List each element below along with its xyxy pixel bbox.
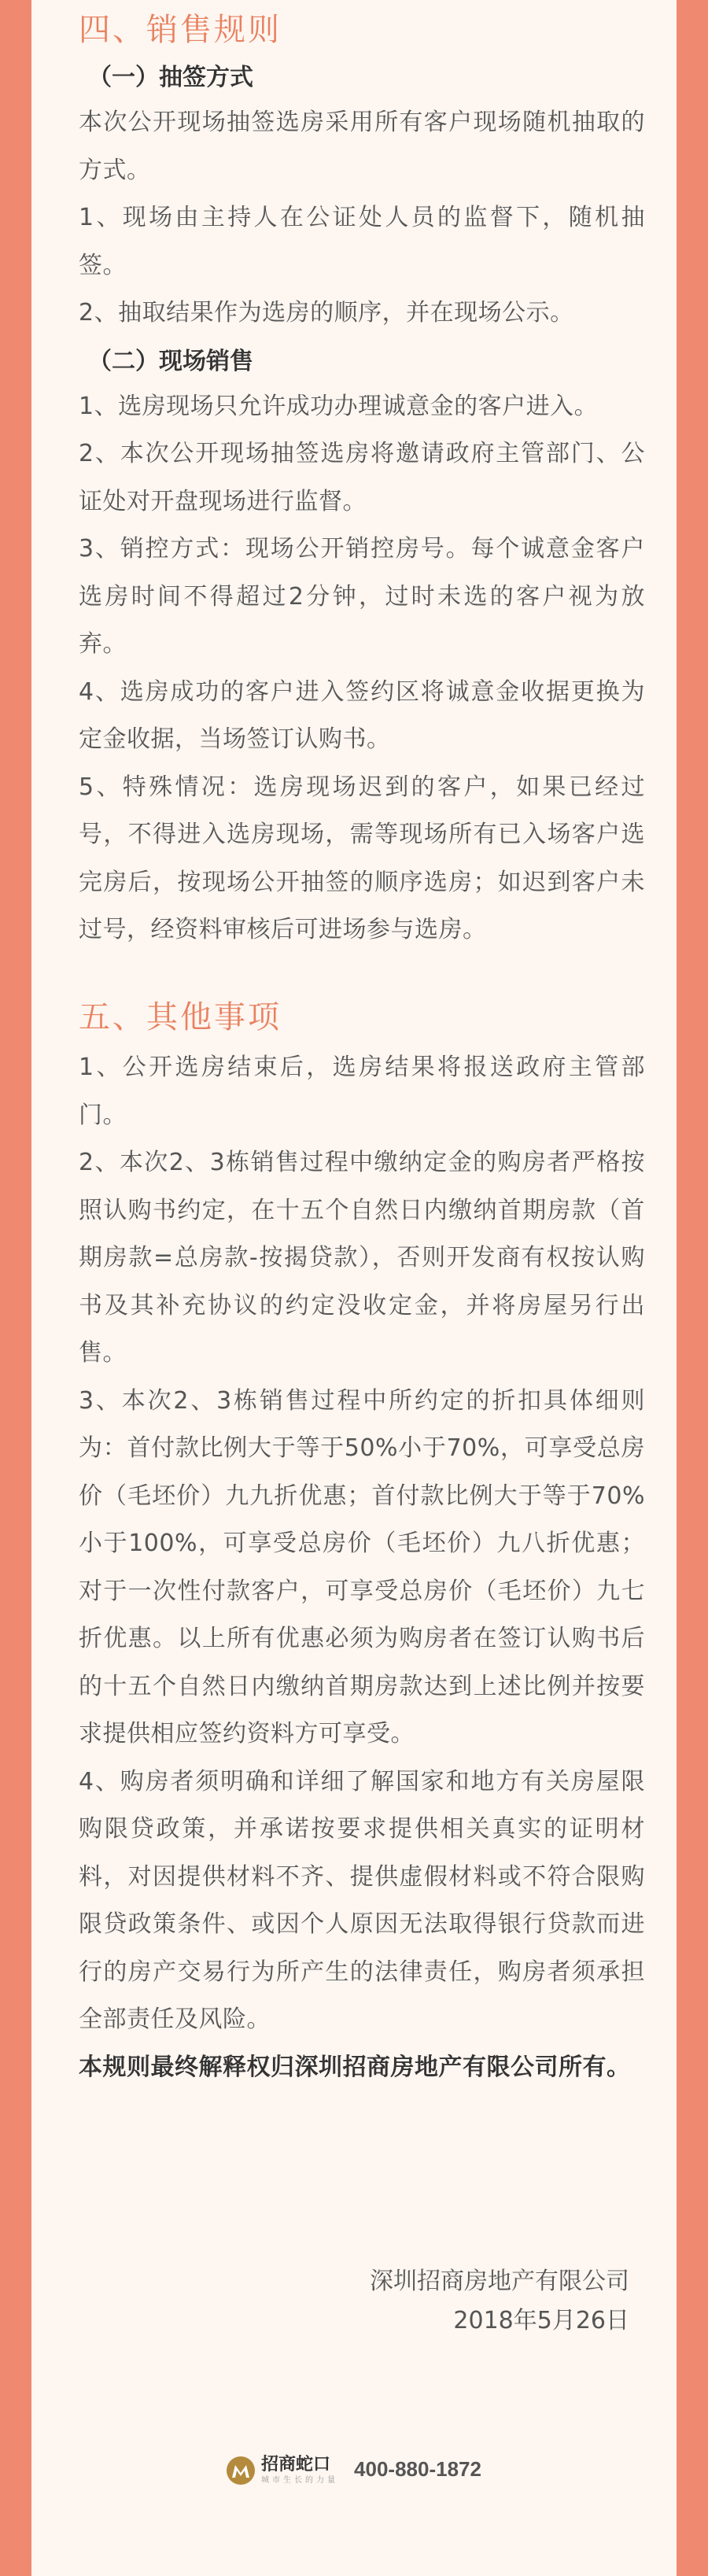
subsection-title-lottery: （一）抽签方式 bbox=[88, 64, 253, 91]
signature-block bbox=[79, 2262, 645, 2341]
subsection-title-onsite-sales: （二）现场销售 bbox=[88, 347, 253, 375]
paragraph: 本次公开现场抽签选房采用所有客户现场随机抽取的方式。 bbox=[79, 109, 645, 184]
section-title: 五、其他事项 bbox=[79, 999, 282, 1035]
section-other-matters bbox=[79, 995, 645, 2091]
paragraph: 3、销控方式：现场公开销控房号。每个诚意金客户选房时间不得超过2分钟，过时未选的客户视为放弃。 bbox=[79, 535, 645, 658]
brand-name: 招商蛇口 bbox=[261, 2455, 331, 2475]
paragraph: 5、特殊情况：选房现场迟到的客户，如果已经过号，不得进入选房现场，需等现场所有已入场客户选完房后，按现场公开抽签的顺序选房；如迟到客户未过号，经资料审核后可进场参与选房。 bbox=[79, 773, 645, 943]
paragraph: 1、现场由主持人在公证处人员的监督下，随机抽签。 bbox=[79, 204, 645, 279]
brand-logo bbox=[227, 2455, 338, 2486]
section-title: 四、销售规则 bbox=[79, 12, 282, 48]
footer bbox=[31, 2455, 677, 2486]
paragraph: 4、购房者须明确和详细了解国家和地方有关房屋限购限贷政策，并承诺按要求提供相关真实的证明材料，对因提供材料不齐、提供虚假材料或不符合限购限贷政策条件、或因个人原因无法取得银行贷款而进行的房产交易行为所产生的法律责任，购房者须承担全部责任及风险。 bbox=[79, 1767, 645, 2033]
section-sales-rules bbox=[79, 8, 645, 954]
paragraph: 1、选房现场只允许成功办理诚意金的客户进入。 bbox=[79, 392, 599, 420]
paragraph: 4、选房成功的客户进入签约区将诚意金收据更换为定金收据，当场签订认购书。 bbox=[79, 677, 645, 753]
hotline-number: 400-880-1872 bbox=[354, 2457, 481, 2481]
paragraph: 3、本次2、3栋销售过程中所约定的折扣具体细则为：首付款比例大于等于50%小于70%，可享受总房价（毛坯价）九九折优惠；首付款比例大于等于70%小于100%，可享受总房价（毛坯价）九八折优惠；对于一次性付款客户，可享受总房价（毛坯价）九七折优惠。以上所有优惠必须为购房者在签订认购书后的十五个自然日内缴纳首期房款达到上述比例并按要求提供相应签约资料方可享受。 bbox=[79, 1386, 645, 1747]
paragraph: 2、本次公开现场抽签选房将邀请政府主管部门、公证处对开盘现场进行监督。 bbox=[79, 440, 645, 515]
paragraph: 2、抽取结果作为选房的顺序，并在现场公示。 bbox=[79, 299, 574, 327]
paragraph: 1、公开选房结束后，选房结果将报送政府主管部门。 bbox=[79, 1054, 645, 1129]
merchants-logo-icon bbox=[227, 2456, 255, 2485]
brand-slogan: 城市生长的力量 bbox=[261, 2476, 339, 2485]
paragraph: 2、本次2、3栋销售过程中缴纳定金的购房者严格按照认购书约定，在十五个自然日内缴纳首期房款（首期房款=总房款-按揭贷款），否则开发商有权按认购书及其补充协议的约定没收定金，并将房屋另行出售。 bbox=[79, 1149, 645, 1367]
signature-date: 2018年5月26日 bbox=[453, 2307, 629, 2334]
final-statement: 本规则最终解释权归深圳招商房地产有限公司所有。 bbox=[79, 2053, 631, 2081]
signature-company: 深圳招商房地产有限公司 bbox=[370, 2268, 629, 2295]
page-frame bbox=[31, 0, 677, 2576]
